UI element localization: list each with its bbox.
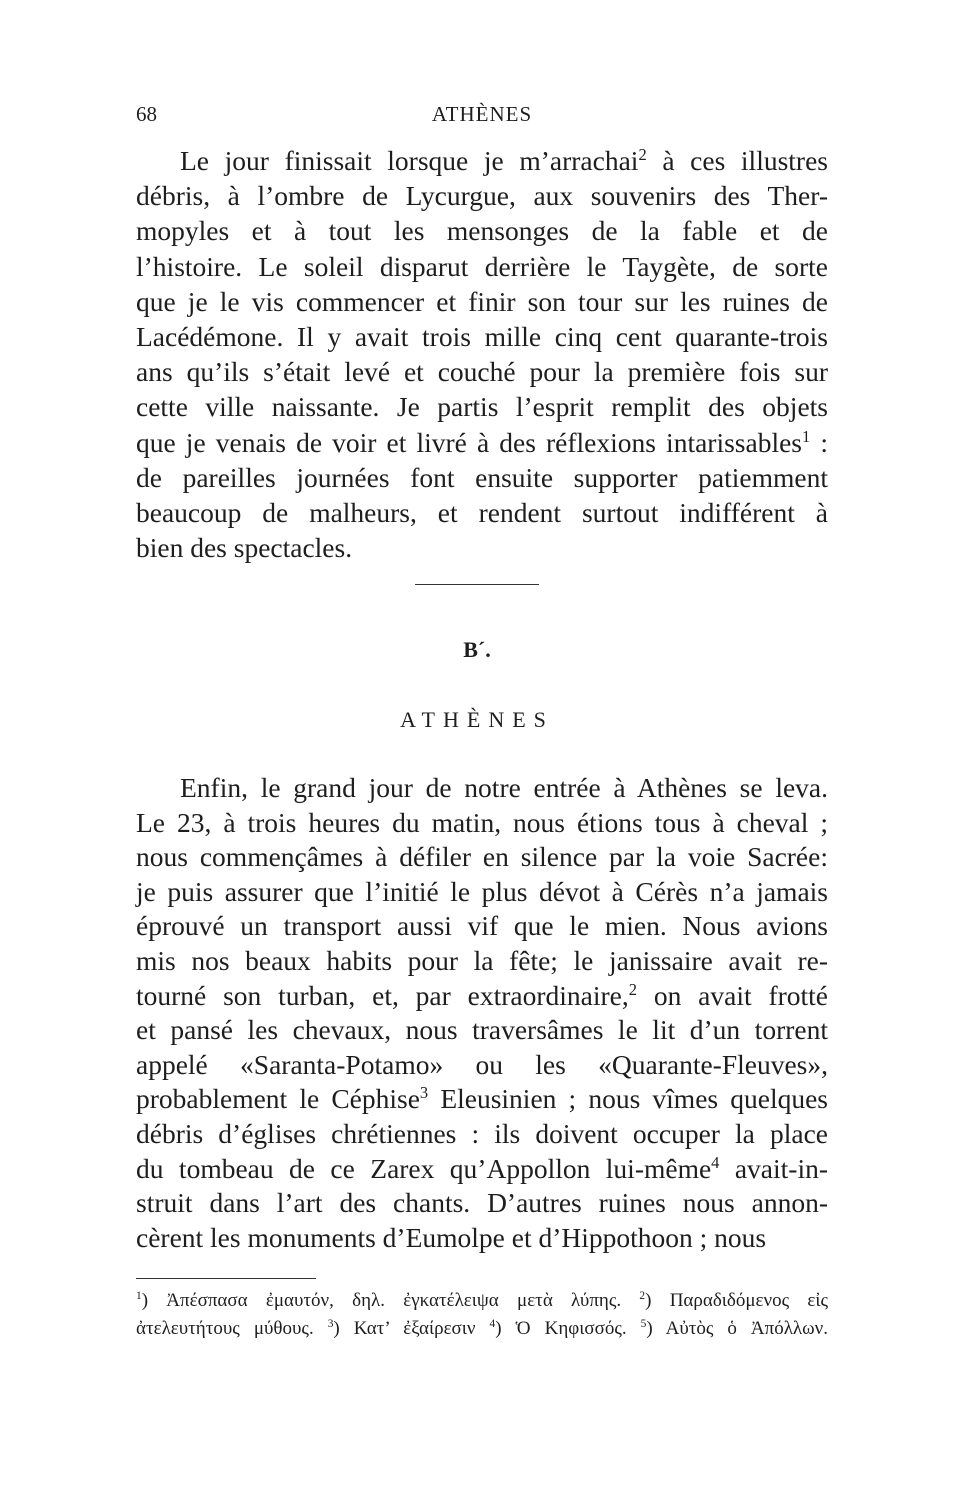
text-line: [136, 530, 828, 566]
line-text: Le jour finissait lorsque je m’arrachai: [180, 145, 639, 176]
text-line: [136, 908, 828, 944]
section-title: ATHÈNES: [400, 707, 554, 732]
text-line: [136, 213, 828, 249]
page-number: 68: [136, 102, 157, 126]
section-number: B´.: [463, 637, 491, 662]
text-line: [136, 770, 828, 806]
line-text: débris, à l’ombre de Lycurgue, aux souvenirs des Ther-: [136, 180, 828, 212]
footnote-number: 5: [640, 1318, 647, 1331]
footnote-ref: 4: [711, 1152, 720, 1172]
footnote-text: ) Κατ’ ἐξαίρεσιν: [333, 1318, 490, 1339]
text-line: [136, 389, 828, 425]
line-text: beaucoup de malheurs, et rendent surtout indifférent à: [136, 497, 828, 528]
line-text: mis nos beaux habits pour la fête; le janissaire avait re-: [136, 945, 828, 976]
footnote-ref: 2: [638, 145, 647, 165]
line-text: appelé «Saranta-Potamo» ou les «Quarante-Fleuves»,: [136, 1048, 828, 1080]
footnote-line: [136, 1288, 828, 1314]
text-line: [136, 978, 828, 1014]
footnote-text: ἀτελευτήτους μύθους.: [136, 1318, 328, 1339]
line-text: et pansé les chevaux, nous traversâmes le lit d’un torrent: [136, 1014, 828, 1046]
footnote-line: [136, 1316, 828, 1342]
text-line: [136, 1151, 828, 1187]
line-text: probablement le Céphise: [136, 1083, 420, 1115]
footnote-text: ) Ὁ Κηφισσός.: [495, 1318, 641, 1339]
text-line: [136, 839, 828, 875]
footnote-number: 1: [136, 1290, 142, 1303]
line-text: l’histoire. Le soleil disparut derrière le Taygète, de sorte: [136, 250, 828, 282]
line-text: tourné son turban, et, par extraordinaire,: [136, 979, 629, 1011]
text-line: [136, 1047, 828, 1083]
text-line: [136, 284, 828, 320]
footnote-number: 3: [327, 1318, 334, 1331]
line-text: Eleusinien ; nous vîmes quelques: [428, 1083, 828, 1115]
line-text: mopyles et à tout les mensonges de la fable et de: [136, 215, 828, 247]
running-header: [136, 102, 828, 132]
section-divider: [415, 584, 539, 585]
footnote-number: 2: [639, 1290, 646, 1303]
text-line: [136, 249, 828, 285]
footnote-text: ) Αὐτὸς ὁ Ἀπόλλων.: [646, 1318, 828, 1339]
text-line: [136, 1185, 828, 1221]
text-line: [136, 495, 828, 531]
line-text: du tombeau de ce Zarex qu’Appollon lui-même: [136, 1152, 712, 1184]
footnote-ref: 2: [628, 979, 637, 999]
text-line: [136, 1081, 828, 1117]
line-text: Le 23, à trois heures du matin, nous étions tous à cheval ;: [136, 806, 828, 838]
running-title: ATHÈNES: [431, 102, 533, 126]
footnote-rule: [136, 1278, 316, 1279]
line-text: struit dans l’art des chants. D’autres ruines nous annon-: [136, 1187, 828, 1219]
text-line: [136, 1220, 828, 1256]
text-line: [136, 1012, 828, 1048]
line-text: cette ville naissante. Je partis l’esprit remplit des objets: [136, 391, 828, 423]
line-text: je puis assurer que l’initié le plus dévot à Cérès n’a jamais: [136, 875, 828, 907]
line-text: ans qu’ils s’était levé et couché pour la première fois sur: [136, 356, 828, 388]
text-line: [136, 143, 828, 179]
text-line: [136, 943, 828, 979]
line-text: débris d’églises chrétiennes : ils doivent occuper la place: [136, 1118, 828, 1149]
line-text: de pareilles journées font ensuite supporter patiemment: [136, 461, 828, 493]
text-line: [136, 1116, 828, 1152]
text-line: [136, 425, 828, 461]
footnote-ref: 1: [802, 426, 811, 446]
text-line: [136, 354, 828, 390]
line-text: cèrent les monuments d’Eumolpe et d’Hippothoon ; nous: [136, 1221, 767, 1253]
line-text: on avait frotté: [636, 979, 829, 1011]
line-text: nous commençâmes à défiler en silence par la voie Sacrée:: [136, 841, 828, 873]
footnote-ref: 3: [419, 1083, 429, 1103]
line-text: Enfin, le grand jour de notre entrée à Athènes se leva.: [180, 772, 828, 803]
footnote-text: ) Παραδιδόμενος εἰς: [645, 1290, 829, 1311]
line-text: :: [810, 426, 828, 458]
text-line: [136, 178, 828, 214]
line-text: Lacédémone. Il y avait trois mille cinq cent quarante-trois: [136, 321, 828, 352]
line-text: que je le vis commencer et finir son tour sur les ruines de: [136, 285, 828, 317]
line-text: à ces illustres: [646, 145, 828, 176]
text-line: [136, 460, 828, 496]
text-line: [136, 319, 828, 355]
text-line: [136, 874, 828, 910]
line-text: avait-in-: [719, 1152, 828, 1184]
line-text: que je venais de voir et livré à des réflexions intarissables: [136, 426, 803, 458]
line-text: bien des spectacles.: [136, 532, 353, 564]
text-line: [136, 805, 828, 841]
line-text: éprouvé un transport aussi vif que le mien. Nous avions: [136, 910, 828, 942]
footnote-number: 4: [489, 1318, 496, 1331]
footnote-text: ) Ἀπέσπασα ἐμαυτόν, δηλ. ἐγκατέλειψα μετὰ λύπης.: [141, 1290, 640, 1311]
